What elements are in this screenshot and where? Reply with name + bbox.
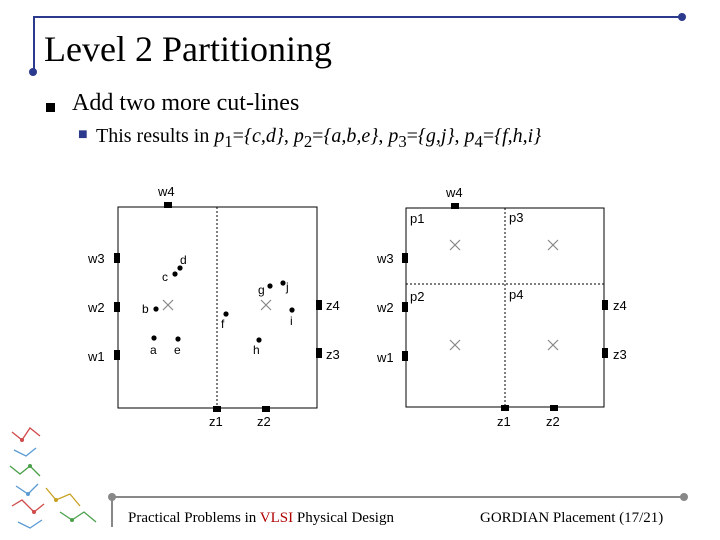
pad-w2 [402,302,408,312]
footer-rule [112,496,684,498]
partition-subscript: 3 [398,132,407,151]
partition-separator: , [283,125,294,147]
pad-z3 [602,348,608,358]
footer-course-title [128,510,394,527]
cell-label: c [162,270,168,284]
partition-equals: = [482,125,495,147]
cell-h-dot [256,337,261,342]
partition-name: p [464,125,475,147]
pad-label: z2 [546,414,560,429]
center-cross-icon [261,300,271,310]
partition-subscript: 2 [303,132,313,151]
center-cross-icon [450,340,460,350]
cell-f-dot [223,311,228,316]
pad-z3 [316,348,322,358]
cell-g-dot [267,283,272,288]
partition-equals: = [232,125,244,147]
pad-z2 [550,405,558,411]
partition-subscript: 4 [474,132,483,151]
pad-label: w1 [377,350,394,365]
pad-z1 [501,405,509,411]
region-label: p1 [410,211,425,226]
pad-label: z2 [257,414,271,429]
partition-set: {c,d} [243,125,284,147]
partition-separator: , [378,125,389,147]
pad-label: w1 [88,349,105,364]
cell-c-dot [172,271,177,276]
footer-text: Practical Problems in [128,510,260,526]
cell-label: j [286,280,289,294]
pad-label: z1 [209,414,223,429]
cell-a-dot [151,335,156,340]
partition-name: p [293,125,304,147]
bullet-text-1: Add two more cut-lines [72,90,300,116]
footer-left-tick [111,497,113,527]
center-cross-icon [450,240,460,250]
pad-z4 [602,300,608,310]
right-diagram [376,185,627,429]
region-label: p3 [509,210,524,225]
pad-w3 [402,253,408,263]
partition-set: {g,j} [417,125,455,147]
cell-label: f [221,317,225,331]
footer-slide-info: GORDIAN Placement (17/21) [480,510,664,526]
partition-separator: , [454,125,465,147]
pad-label: w2 [88,300,105,315]
cell-label: b [142,302,149,316]
pad-label: z1 [497,414,511,429]
cell-i-dot [289,307,294,312]
cell-b-dot [153,306,158,311]
pad-w2 [114,302,120,312]
cell-label: h [253,343,260,357]
decorative-circuit-graphic [10,428,96,528]
partition-set: {a,b,e} [323,125,379,147]
bullet-small-square-icon: ■ [78,126,88,143]
cell-e-dot [175,336,180,341]
pad-label: w4 [446,185,463,200]
pad-z1 [213,406,221,412]
pad-w4 [451,203,459,209]
pad-label: z4 [613,298,627,313]
pad-w1 [402,351,408,361]
pad-label: w3 [88,251,105,266]
partition-subscript: 1 [224,132,233,151]
partition-equals: = [406,125,418,147]
center-cross-icon [548,340,558,350]
pad-label: w2 [377,300,394,315]
slide-title: Level 2 Partitioning [44,29,332,69]
footer-dot-icon [680,493,688,501]
footer-text: Physical Design [293,510,394,526]
partition-name: p [214,125,225,147]
pad-w4 [164,202,172,208]
cell-label: d [180,253,187,267]
cell-label: e [174,343,181,357]
partition-set: {f,h,i} [494,125,542,147]
bullet-2-prefix: This results in [96,125,215,147]
footer-vlsi: VLSI [259,510,294,526]
pad-label: z3 [613,347,627,362]
pad-label: w3 [377,251,394,266]
cell-j-dot [280,280,285,285]
pad-label: z3 [326,347,340,362]
region-label: p4 [509,287,524,302]
cell-label: a [150,343,157,357]
pad-w3 [114,253,120,263]
pad-z2 [262,406,270,412]
region-label: p2 [410,289,425,304]
left-diagram [87,184,340,429]
pad-label: w4 [158,184,175,199]
cell-label: i [290,314,293,328]
partition-name: p [388,125,399,147]
partition-equals: = [312,125,324,147]
cell-label: g [258,283,265,297]
center-cross-icon [163,300,173,310]
center-cross-icon [548,240,558,250]
pad-z4 [316,300,322,310]
pad-label: z4 [326,298,340,313]
pad-w1 [114,350,120,360]
